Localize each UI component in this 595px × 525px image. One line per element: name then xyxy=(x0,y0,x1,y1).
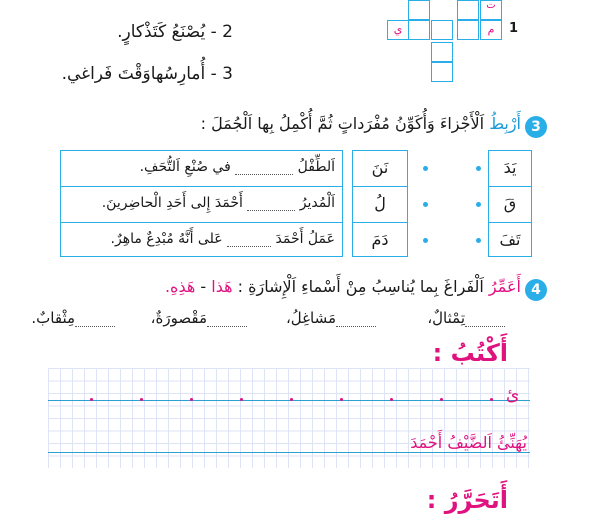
model-sentence: يُهَنِّئُ اَلضَّيْفُ أَحْمَدَ xyxy=(410,433,527,452)
match-dot-b-1[interactable] xyxy=(423,166,428,171)
sentence-3 xyxy=(111,231,335,247)
exercise-3-badge: 3 xyxy=(525,116,547,138)
crossword-cell-row1-5[interactable]: م xyxy=(480,20,502,40)
guide-dot xyxy=(90,398,93,401)
sentence-end: أَحْمَدَ إِلى أَحَدِ الْحاضِرينَ. xyxy=(101,195,243,211)
fill-item-2 xyxy=(286,309,376,327)
blank[interactable] xyxy=(235,174,293,175)
dictation-title: أَتَحَرَّرُ : xyxy=(426,486,508,514)
syllables-b-divider xyxy=(352,186,408,187)
crossword-cell-row1-4[interactable] xyxy=(457,20,479,40)
clue-item-3 xyxy=(62,64,233,84)
crossword-cell-top-1 xyxy=(408,0,430,20)
match-dot-a-2[interactable] xyxy=(476,202,481,207)
baseline-1 xyxy=(48,400,530,401)
writing-title: أَكْتُبُ : xyxy=(432,339,508,367)
syllable-b-3: دَمَ xyxy=(371,230,389,249)
demonstrative-option-2: هَذِهِ. xyxy=(164,277,196,296)
model-letter: ئ xyxy=(506,385,520,405)
crossword-cell-col-2[interactable] xyxy=(431,62,453,82)
sentence-start: اَلطِّفْلُ xyxy=(297,159,335,175)
fill-item-4 xyxy=(31,309,115,327)
match-dot-b-2[interactable] xyxy=(423,202,428,207)
syllables-b-divider xyxy=(352,222,408,223)
sentences-divider xyxy=(60,222,343,223)
crossword-cell-top-3: ت xyxy=(480,0,502,20)
crossword-cell-row1-2[interactable] xyxy=(408,20,430,40)
clue-number: 3 - xyxy=(210,64,233,84)
crossword-cell-row1-1[interactable]: ي xyxy=(387,20,409,40)
blank[interactable] xyxy=(207,326,247,327)
syllable-a-2: قَ xyxy=(503,194,517,213)
fill-word: مَشاغِلُ، xyxy=(285,309,336,327)
option-separator: - xyxy=(200,277,207,296)
sentence-start: اَلْمُديرُ xyxy=(299,195,335,211)
guide-dot xyxy=(490,398,493,401)
syllables-a-divider xyxy=(488,186,532,187)
syllable-b-1: نَنَ xyxy=(371,158,389,177)
sentences-divider xyxy=(60,186,343,187)
blank[interactable] xyxy=(336,326,376,327)
syllables-a-divider xyxy=(488,222,532,223)
fill-word: تِمْثالٌ، xyxy=(427,309,465,327)
fill-item-1 xyxy=(427,309,505,327)
instruction-text: اَلْفَراغَ بِما يُناسِبُ مِنْ أَسْماءِ اَلْإِشارَةِ : xyxy=(237,277,484,296)
instruction-verb: أَرْبِطُ xyxy=(489,114,521,133)
crossword-cell-col-1[interactable] xyxy=(431,42,453,62)
match-dot-b-3[interactable] xyxy=(423,238,428,243)
blank[interactable] xyxy=(465,326,505,327)
sentence-1 xyxy=(140,159,335,175)
fill-item-3 xyxy=(151,309,247,327)
blank[interactable] xyxy=(227,246,271,247)
sentence-2 xyxy=(102,195,335,211)
instruction-verb: أَعَمِّرُ xyxy=(488,277,521,296)
sentence-end: عَلى أَنَّهُ مُبْدِعٌ ماهِرٌ. xyxy=(110,231,223,247)
guide-dot xyxy=(140,398,143,401)
exercise-4-badge: 4 xyxy=(525,279,547,301)
match-dot-a-1[interactable] xyxy=(476,166,481,171)
guide-dot xyxy=(240,398,243,401)
instruction-text: اَلْأَجْزاءَ وَأُكَوِّنُ مُفْرَداتٍ ثُمَّ أُكْمِلُ بِها اَلْجُمَلَ : xyxy=(200,114,485,133)
clue-text: يُصْنَعُ كَتَذْكارٍ. xyxy=(117,22,206,42)
crossword-cell-row1-3[interactable] xyxy=(431,20,453,40)
guide-dot xyxy=(290,398,293,401)
guide-dot xyxy=(190,398,193,401)
match-dot-a-3[interactable] xyxy=(476,238,481,243)
exercise-3-instruction xyxy=(201,114,521,133)
crossword-row-number: 1 xyxy=(509,21,519,36)
clue-number: 2 - xyxy=(210,22,233,42)
syllable-a-1: يَدَ xyxy=(503,158,517,177)
crossword-cell-top-2 xyxy=(457,0,479,20)
clue-item-2 xyxy=(117,22,233,42)
baseline-2 xyxy=(48,452,530,453)
sentence-end: في صُنْعِ اَلتُّحَفِ. xyxy=(139,159,231,175)
blank[interactable] xyxy=(247,210,295,211)
syllable-b-2: لُ xyxy=(374,194,386,213)
clue-text: أُمارِسُهاوَقْتَ فَراغي. xyxy=(61,64,206,84)
blank[interactable] xyxy=(75,326,115,327)
guide-dot xyxy=(440,398,443,401)
fill-word: مَقْصورَةٌ، xyxy=(150,309,207,327)
demonstrative-option-1: هَذا xyxy=(211,277,233,296)
sentence-start: عَمَلُ أَحْمَدَ xyxy=(275,231,335,247)
writing-grid[interactable] xyxy=(48,368,530,468)
guide-dot xyxy=(340,398,343,401)
guide-dot xyxy=(390,398,393,401)
exercise-4-instruction xyxy=(165,277,521,296)
syllable-a-3: تَفَ xyxy=(499,230,521,249)
fill-word: مِثْقابٌ. xyxy=(31,309,75,327)
